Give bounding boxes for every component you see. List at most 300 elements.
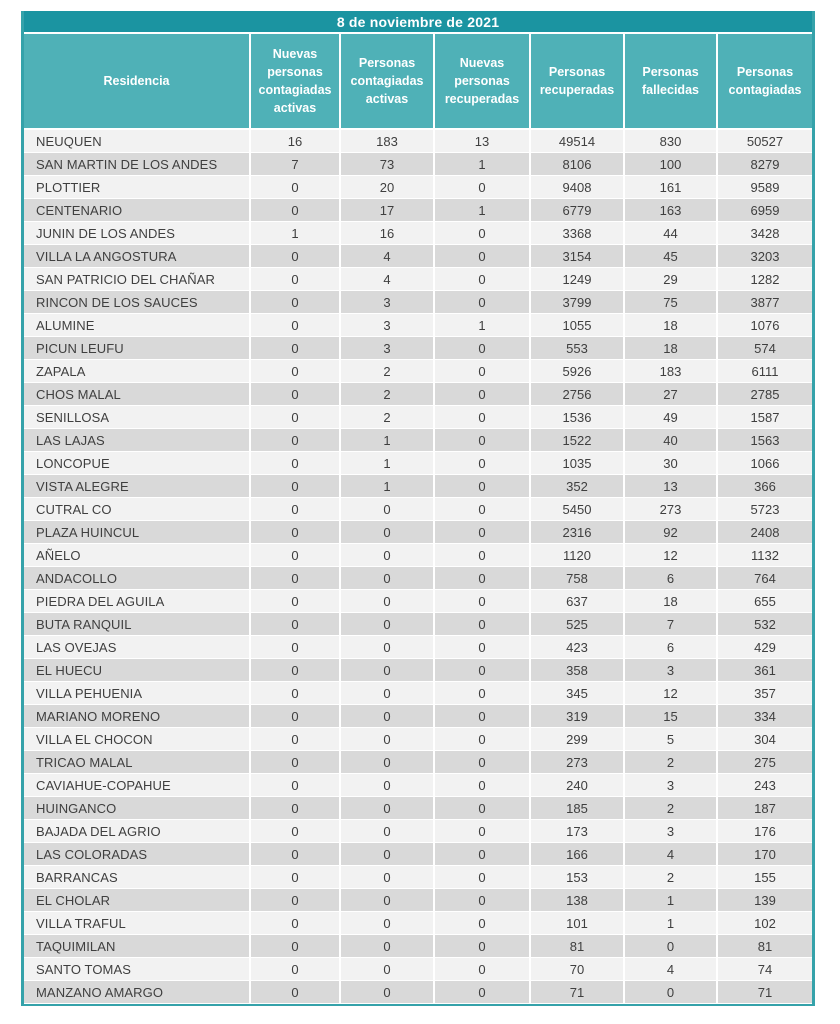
value-cell: 0 — [251, 912, 341, 935]
value-cell: 1 — [625, 889, 718, 912]
value-cell: 73 — [341, 153, 435, 176]
value-cell: 0 — [435, 176, 531, 199]
table-row — [24, 245, 812, 268]
value-cell: 0 — [251, 820, 341, 843]
residencia-cell: SANTO TOMAS — [24, 958, 251, 981]
value-cell: 2 — [341, 406, 435, 429]
residencia-cell: LONCOPUE — [24, 452, 251, 475]
value-cell: 1 — [625, 912, 718, 935]
value-cell: 0 — [341, 820, 435, 843]
value-cell: 1 — [341, 452, 435, 475]
value-cell: 153 — [531, 866, 625, 889]
table-row — [24, 705, 812, 728]
value-cell: 0 — [435, 843, 531, 866]
value-cell: 0 — [435, 268, 531, 291]
value-cell: 2 — [625, 866, 718, 889]
value-cell: 0 — [341, 935, 435, 958]
value-cell: 92 — [625, 521, 718, 544]
table-row — [24, 613, 812, 636]
value-cell: 0 — [341, 728, 435, 751]
table-row — [24, 935, 812, 958]
value-cell: 0 — [341, 981, 435, 1004]
value-cell: 0 — [251, 337, 341, 360]
value-cell: 166 — [531, 843, 625, 866]
value-cell: 0 — [251, 176, 341, 199]
residencia-cell: VILLA LA ANGOSTURA — [24, 245, 251, 268]
table-row — [24, 751, 812, 774]
value-cell: 81 — [531, 935, 625, 958]
value-cell: 334 — [718, 705, 812, 728]
value-cell: 0 — [251, 245, 341, 268]
value-cell: 0 — [435, 866, 531, 889]
value-cell: 3 — [625, 820, 718, 843]
value-cell: 0 — [251, 406, 341, 429]
value-cell: 4 — [625, 958, 718, 981]
value-cell: 0 — [435, 889, 531, 912]
table-row — [24, 774, 812, 797]
value-cell: 27 — [625, 383, 718, 406]
value-cell: 423 — [531, 636, 625, 659]
table-row — [24, 360, 812, 383]
value-cell: 0 — [251, 682, 341, 705]
table-row — [24, 268, 812, 291]
value-cell: 0 — [251, 590, 341, 613]
residencia-cell: LAS COLORADAS — [24, 843, 251, 866]
value-cell: 17 — [341, 199, 435, 222]
residencia-cell: NEUQUEN — [24, 130, 251, 153]
value-cell: 3 — [341, 314, 435, 337]
value-cell: 0 — [341, 567, 435, 590]
value-cell: 2 — [625, 751, 718, 774]
value-cell: 74 — [718, 958, 812, 981]
value-cell: 9589 — [718, 176, 812, 199]
value-cell: 0 — [341, 613, 435, 636]
column-header-5: Personas fallecidas — [625, 34, 718, 130]
value-cell: 0 — [251, 728, 341, 751]
value-cell: 0 — [435, 659, 531, 682]
value-cell: 183 — [341, 130, 435, 153]
value-cell: 0 — [251, 429, 341, 452]
value-cell: 8279 — [718, 153, 812, 176]
table-row — [24, 153, 812, 176]
value-cell: 161 — [625, 176, 718, 199]
value-cell: 1035 — [531, 452, 625, 475]
value-cell: 1563 — [718, 429, 812, 452]
value-cell: 0 — [251, 383, 341, 406]
value-cell: 2785 — [718, 383, 812, 406]
residencia-cell: BUTA RANQUIL — [24, 613, 251, 636]
value-cell: 319 — [531, 705, 625, 728]
residencia-cell: PLOTTIER — [24, 176, 251, 199]
value-cell: 0 — [341, 682, 435, 705]
residencia-cell: CUTRAL CO — [24, 498, 251, 521]
value-cell: 0 — [251, 751, 341, 774]
value-cell: 1076 — [718, 314, 812, 337]
table-row — [24, 337, 812, 360]
value-cell: 0 — [251, 774, 341, 797]
value-cell: 0 — [251, 521, 341, 544]
value-cell: 2408 — [718, 521, 812, 544]
value-cell: 0 — [251, 544, 341, 567]
value-cell: 13 — [625, 475, 718, 498]
table-row — [24, 866, 812, 889]
residencia-cell: CAVIAHUE-COPAHUE — [24, 774, 251, 797]
value-cell: 352 — [531, 475, 625, 498]
value-cell: 0 — [341, 866, 435, 889]
value-cell: 1 — [435, 199, 531, 222]
value-cell: 0 — [341, 889, 435, 912]
table-row — [24, 383, 812, 406]
column-header-0: Residencia — [24, 34, 251, 130]
value-cell: 273 — [531, 751, 625, 774]
value-cell: 0 — [435, 705, 531, 728]
value-cell: 0 — [251, 498, 341, 521]
residencia-cell: PLAZA HUINCUL — [24, 521, 251, 544]
value-cell: 163 — [625, 199, 718, 222]
table-row — [24, 958, 812, 981]
value-cell: 0 — [341, 797, 435, 820]
value-cell: 2 — [341, 383, 435, 406]
value-cell: 71 — [718, 981, 812, 1004]
table-row — [24, 889, 812, 912]
header-row — [24, 34, 812, 130]
table-row — [24, 682, 812, 705]
value-cell: 637 — [531, 590, 625, 613]
value-cell: 0 — [251, 475, 341, 498]
value-cell: 764 — [718, 567, 812, 590]
value-cell: 345 — [531, 682, 625, 705]
value-cell: 5 — [625, 728, 718, 751]
value-cell: 0 — [435, 245, 531, 268]
value-cell: 9408 — [531, 176, 625, 199]
value-cell: 2756 — [531, 383, 625, 406]
column-header-2: Personas contagiadas activas — [341, 34, 435, 130]
value-cell: 273 — [625, 498, 718, 521]
value-cell: 0 — [251, 797, 341, 820]
residencia-cell: HUINGANCO — [24, 797, 251, 820]
value-cell: 0 — [625, 981, 718, 1004]
value-cell: 0 — [251, 636, 341, 659]
value-cell: 0 — [341, 659, 435, 682]
value-cell: 176 — [718, 820, 812, 843]
value-cell: 0 — [341, 751, 435, 774]
value-cell: 2 — [341, 360, 435, 383]
value-cell: 0 — [435, 498, 531, 521]
value-cell: 16 — [251, 130, 341, 153]
value-cell: 6 — [625, 567, 718, 590]
value-cell: 0 — [341, 843, 435, 866]
value-cell: 1066 — [718, 452, 812, 475]
residencia-cell: VISTA ALEGRE — [24, 475, 251, 498]
value-cell: 40 — [625, 429, 718, 452]
value-cell: 4 — [341, 245, 435, 268]
value-cell: 18 — [625, 337, 718, 360]
value-cell: 0 — [435, 820, 531, 843]
residencia-cell: BARRANCAS — [24, 866, 251, 889]
value-cell: 3 — [341, 291, 435, 314]
value-cell: 6779 — [531, 199, 625, 222]
value-cell: 0 — [435, 613, 531, 636]
table-row — [24, 521, 812, 544]
table-row — [24, 199, 812, 222]
value-cell: 0 — [435, 774, 531, 797]
value-cell: 75 — [625, 291, 718, 314]
residencia-cell: SAN PATRICIO DEL CHAÑAR — [24, 268, 251, 291]
value-cell: 8106 — [531, 153, 625, 176]
column-header-6: Personas contagiadas — [718, 34, 812, 130]
value-cell: 6111 — [718, 360, 812, 383]
table-row — [24, 452, 812, 475]
residencia-cell: PICUN LEUFU — [24, 337, 251, 360]
value-cell: 1522 — [531, 429, 625, 452]
value-cell: 1249 — [531, 268, 625, 291]
value-cell: 0 — [435, 222, 531, 245]
value-cell: 361 — [718, 659, 812, 682]
value-cell: 20 — [341, 176, 435, 199]
value-cell: 0 — [341, 774, 435, 797]
value-cell: 655 — [718, 590, 812, 613]
table-row — [24, 590, 812, 613]
value-cell: 0 — [435, 521, 531, 544]
residencia-cell: RINCON DE LOS SAUCES — [24, 291, 251, 314]
value-cell: 357 — [718, 682, 812, 705]
value-cell: 0 — [251, 935, 341, 958]
value-cell: 275 — [718, 751, 812, 774]
residencia-cell: PIEDRA DEL AGUILA — [24, 590, 251, 613]
value-cell: 0 — [625, 935, 718, 958]
residencia-cell: ZAPALA — [24, 360, 251, 383]
value-cell: 6 — [625, 636, 718, 659]
value-cell: 100 — [625, 153, 718, 176]
table-row — [24, 636, 812, 659]
value-cell: 30 — [625, 452, 718, 475]
value-cell: 0 — [435, 544, 531, 567]
value-cell: 0 — [341, 636, 435, 659]
value-cell: 0 — [341, 912, 435, 935]
table-row — [24, 544, 812, 567]
value-cell: 0 — [435, 383, 531, 406]
value-cell: 243 — [718, 774, 812, 797]
column-header-3: Nuevas personas recuperadas — [435, 34, 531, 130]
value-cell: 366 — [718, 475, 812, 498]
value-cell: 0 — [251, 199, 341, 222]
value-cell: 139 — [718, 889, 812, 912]
value-cell: 71 — [531, 981, 625, 1004]
table-row — [24, 475, 812, 498]
residencia-cell: LAS OVEJAS — [24, 636, 251, 659]
value-cell: 1282 — [718, 268, 812, 291]
value-cell: 1132 — [718, 544, 812, 567]
residencia-cell: BAJADA DEL AGRIO — [24, 820, 251, 843]
value-cell: 12 — [625, 544, 718, 567]
value-cell: 1536 — [531, 406, 625, 429]
value-cell: 0 — [251, 958, 341, 981]
value-cell: 532 — [718, 613, 812, 636]
value-cell: 5450 — [531, 498, 625, 521]
value-cell: 170 — [718, 843, 812, 866]
value-cell: 0 — [435, 797, 531, 820]
value-cell: 1 — [341, 475, 435, 498]
table-body — [24, 130, 812, 1004]
value-cell: 0 — [435, 958, 531, 981]
value-cell: 358 — [531, 659, 625, 682]
value-cell: 18 — [625, 590, 718, 613]
value-cell: 0 — [251, 613, 341, 636]
value-cell: 102 — [718, 912, 812, 935]
value-cell: 12 — [625, 682, 718, 705]
value-cell: 6959 — [718, 199, 812, 222]
value-cell: 0 — [435, 475, 531, 498]
value-cell: 0 — [435, 360, 531, 383]
value-cell: 0 — [341, 521, 435, 544]
value-cell: 15 — [625, 705, 718, 728]
value-cell: 304 — [718, 728, 812, 751]
column-header-4: Personas recuperadas — [531, 34, 625, 130]
value-cell: 0 — [435, 728, 531, 751]
value-cell: 1 — [435, 153, 531, 176]
value-cell: 0 — [435, 590, 531, 613]
value-cell: 3799 — [531, 291, 625, 314]
value-cell: 0 — [251, 268, 341, 291]
value-cell: 5926 — [531, 360, 625, 383]
value-cell: 187 — [718, 797, 812, 820]
value-cell: 0 — [435, 429, 531, 452]
table-row — [24, 429, 812, 452]
value-cell: 0 — [435, 337, 531, 360]
residencia-cell: TRICAO MALAL — [24, 751, 251, 774]
value-cell: 4 — [625, 843, 718, 866]
value-cell: 1587 — [718, 406, 812, 429]
residencia-cell: EL HUECU — [24, 659, 251, 682]
value-cell: 3 — [625, 774, 718, 797]
residencia-cell: TAQUIMILAN — [24, 935, 251, 958]
value-cell: 16 — [341, 222, 435, 245]
value-cell: 173 — [531, 820, 625, 843]
table-row — [24, 567, 812, 590]
value-cell: 81 — [718, 935, 812, 958]
value-cell: 3877 — [718, 291, 812, 314]
value-cell: 0 — [435, 682, 531, 705]
residencia-cell: MANZANO AMARGO — [24, 981, 251, 1004]
value-cell: 0 — [251, 659, 341, 682]
value-cell: 0 — [435, 636, 531, 659]
value-cell: 0 — [251, 981, 341, 1004]
value-cell: 0 — [251, 452, 341, 475]
table-row — [24, 314, 812, 337]
value-cell: 7 — [625, 613, 718, 636]
table-row — [24, 797, 812, 820]
value-cell: 0 — [435, 452, 531, 475]
residencia-cell: CENTENARIO — [24, 199, 251, 222]
table-row — [24, 498, 812, 521]
residencia-cell: LAS LAJAS — [24, 429, 251, 452]
value-cell: 13 — [435, 130, 531, 153]
value-cell: 574 — [718, 337, 812, 360]
value-cell: 49 — [625, 406, 718, 429]
value-cell: 0 — [435, 912, 531, 935]
residencia-cell: JUNIN DE LOS ANDES — [24, 222, 251, 245]
value-cell: 4 — [341, 268, 435, 291]
value-cell: 0 — [251, 889, 341, 912]
value-cell: 1120 — [531, 544, 625, 567]
data-table — [24, 34, 812, 1004]
value-cell: 3368 — [531, 222, 625, 245]
value-cell: 0 — [435, 291, 531, 314]
table-row — [24, 728, 812, 751]
value-cell: 185 — [531, 797, 625, 820]
value-cell: 429 — [718, 636, 812, 659]
value-cell: 0 — [341, 958, 435, 981]
residencia-cell: VILLA EL CHOCON — [24, 728, 251, 751]
table-row — [24, 291, 812, 314]
value-cell: 0 — [251, 360, 341, 383]
table-row — [24, 912, 812, 935]
value-cell: 2 — [625, 797, 718, 820]
value-cell: 0 — [251, 843, 341, 866]
value-cell: 0 — [435, 751, 531, 774]
table-row — [24, 659, 812, 682]
table-row — [24, 843, 812, 866]
value-cell: 240 — [531, 774, 625, 797]
value-cell: 0 — [341, 498, 435, 521]
value-cell: 758 — [531, 567, 625, 590]
value-cell: 3428 — [718, 222, 812, 245]
value-cell: 101 — [531, 912, 625, 935]
value-cell: 299 — [531, 728, 625, 751]
value-cell: 155 — [718, 866, 812, 889]
value-cell: 0 — [251, 314, 341, 337]
residencia-cell: VILLA TRAFUL — [24, 912, 251, 935]
value-cell: 0 — [435, 935, 531, 958]
value-cell: 49514 — [531, 130, 625, 153]
table-row — [24, 820, 812, 843]
value-cell: 0 — [251, 567, 341, 590]
residencia-cell: EL CHOLAR — [24, 889, 251, 912]
value-cell: 553 — [531, 337, 625, 360]
residencia-cell: ANDACOLLO — [24, 567, 251, 590]
covid-cases-table — [21, 11, 815, 1006]
value-cell: 7 — [251, 153, 341, 176]
residencia-cell: SENILLOSA — [24, 406, 251, 429]
value-cell: 50527 — [718, 130, 812, 153]
table-row — [24, 130, 812, 153]
value-cell: 1 — [341, 429, 435, 452]
residencia-cell: VILLA PEHUENIA — [24, 682, 251, 705]
value-cell: 0 — [341, 544, 435, 567]
value-cell: 5723 — [718, 498, 812, 521]
value-cell: 3154 — [531, 245, 625, 268]
value-cell: 183 — [625, 360, 718, 383]
value-cell: 0 — [435, 981, 531, 1004]
residencia-cell: ALUMINE — [24, 314, 251, 337]
table-title: 8 de noviembre de 2021 — [24, 11, 812, 34]
value-cell: 45 — [625, 245, 718, 268]
value-cell: 3203 — [718, 245, 812, 268]
residencia-cell: MARIANO MORENO — [24, 705, 251, 728]
value-cell: 525 — [531, 613, 625, 636]
table-row — [24, 981, 812, 1004]
value-cell: 1 — [435, 314, 531, 337]
value-cell: 0 — [251, 866, 341, 889]
value-cell: 2316 — [531, 521, 625, 544]
table-row — [24, 222, 812, 245]
value-cell: 3 — [341, 337, 435, 360]
value-cell: 44 — [625, 222, 718, 245]
value-cell: 0 — [251, 705, 341, 728]
value-cell: 18 — [625, 314, 718, 337]
value-cell: 830 — [625, 130, 718, 153]
column-header-1: Nuevas personas contagiadas activas — [251, 34, 341, 130]
